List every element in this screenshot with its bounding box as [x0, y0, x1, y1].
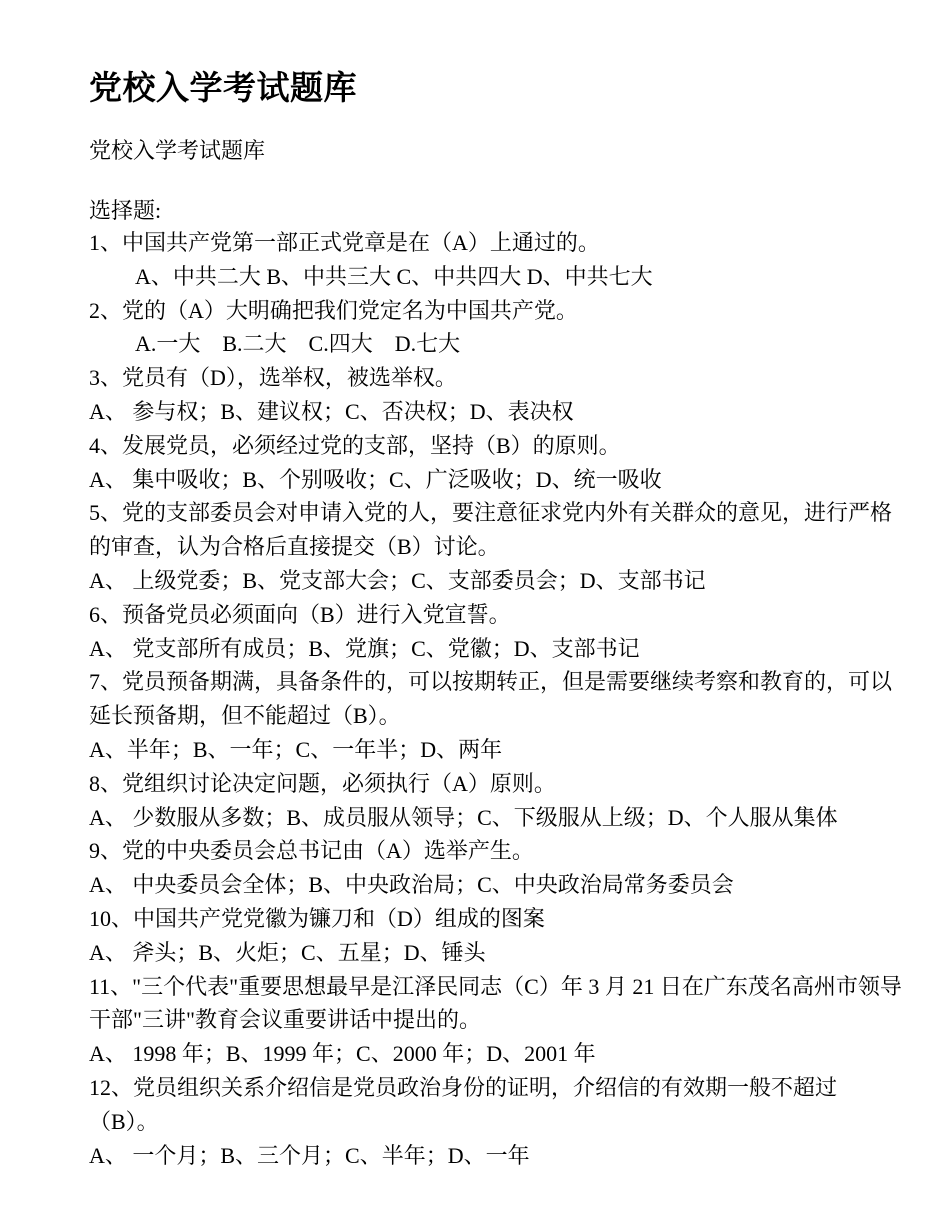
question-stem: 1、中国共产党第一部正式党章是在（A）上通过的。: [89, 230, 600, 255]
answer-options: A、 党支部所有成员；B、党旗；C、党徽；D、支部书记: [89, 635, 640, 661]
question-stem: 2、党的（A）大明确把我们党定名为中国共产党。: [89, 297, 578, 323]
answer-options: A、 参与权；B、建议权；C、否决权；D、表决权: [89, 398, 574, 424]
answer-options: A、 中央委员会全体；B、中央政治局；C、中央政治局常务委员会: [89, 872, 734, 898]
question-stem: 6、预备党员必须面向（B）进行入党宣誓。: [89, 601, 511, 627]
answer-options: A、半年；B、一年；C、一年半；D、两年: [89, 736, 503, 762]
section-label: 选择题:: [89, 198, 162, 223]
document-subtitle: 党校入学考试题库: [89, 138, 266, 163]
question-list: [89, 226, 902, 1172]
answer-options: A、中共二大 B、中共三大 C、中共四大 D、中共七大: [135, 263, 653, 289]
question-stem: 5、党的支部委员会对申请入党的人，要注意征求党内外有关群众的意见，进行严格的审查，认为合格后直接提交（B）讨论。: [89, 500, 893, 560]
question-stem: 10、中国共产党党徽为镰刀和（D）组成的图案: [89, 905, 545, 931]
question-stem: 7、党员预备期满，具备条件的，可以按期转正，但是需要继续考察和教育的，可以延长预备期，但不能超过（B）。: [89, 669, 893, 729]
question-stem: 12、党员组织关系介绍信是党员政治身份的证明，介绍信的有效期一般不超过（B）。: [89, 1074, 838, 1134]
answer-options: A、 少数服从多数；B、成员服从领导；C、下级服从上级；D、个人服从集体: [89, 804, 838, 830]
document-title: 党校入学考试题库: [89, 71, 357, 107]
question-stem: 8、党组织讨论决定问题，必须执行（A）原则。: [89, 770, 556, 796]
question-stem: 4、发展党员，必须经过党的支部，坚持（B）的原则。: [89, 432, 621, 458]
answer-options: A、 1998 年；B、1999 年；C、2000 年；D、2001 年: [89, 1041, 596, 1067]
answer-options: A.一大 B.二大 C.四大 D.七大: [135, 331, 461, 357]
question-stem: 11、"三个代表"重要思想最早是江泽民同志（C）年 3 月 21 日在广东茂名高州市领导干部"三讲"教育会议重要讲话中提出的。: [89, 973, 902, 1033]
answer-options: A、 一个月；B、三个月；C、半年；D、一年: [89, 1142, 530, 1168]
question-stem: 3、党员有（D），选举权，被选举权。: [89, 365, 457, 391]
question-stem: 9、党的中央委员会总书记由（A）选举产生。: [89, 838, 534, 864]
answer-options: A、 集中吸收；B、个别吸收；C、广泛吸收；D、统一吸收: [89, 466, 662, 492]
answer-options: A、 斧头；B、火炬；C、五星；D、锤头: [89, 939, 486, 965]
answer-options: A、 上级党委；B、党支部大会；C、支部委员会；D、支部书记: [89, 567, 706, 593]
